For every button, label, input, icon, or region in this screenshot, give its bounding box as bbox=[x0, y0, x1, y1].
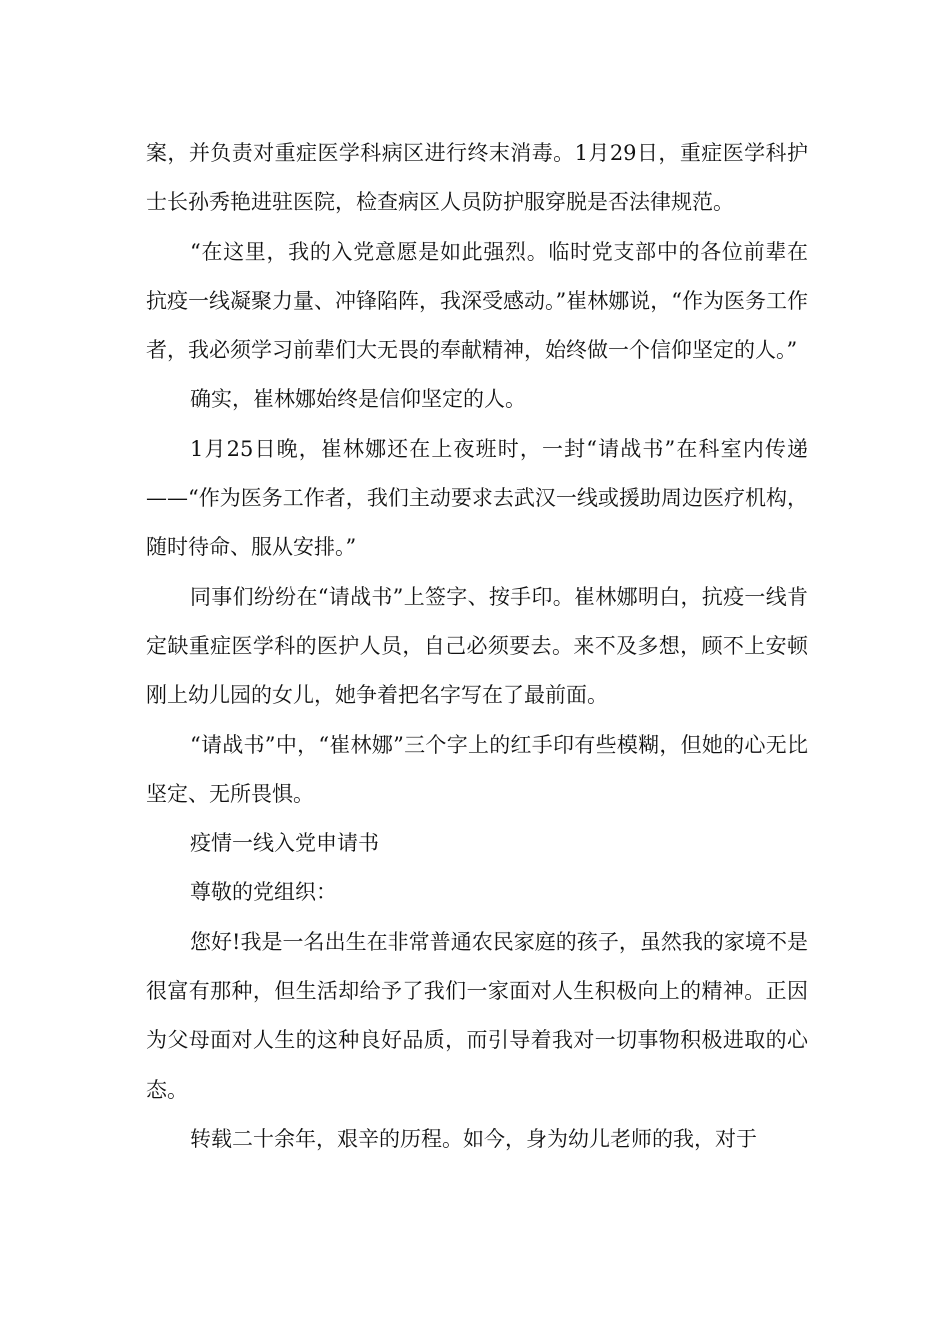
paragraph: 确实，崔林娜始终是信仰坚定的人。 bbox=[190, 387, 526, 412]
document-body bbox=[146, 129, 808, 1164]
paragraph: “请战书”中，“崔林娜”三个字上的红手印有些模糊，但她的心无比坚定、无所畏惧。 bbox=[146, 732, 808, 806]
paragraph: 案，并负责对重症医学科病区进行终末消毒。1月29日，重症医学科护士长孙秀艳进驻医院，检查病区人员防护服穿脱是否法律规范。 bbox=[146, 141, 808, 215]
section-heading: 疫情一线入党申请书 bbox=[190, 831, 379, 856]
paragraph: 1月25日晚，崔林娜还在上夜班时，一封“请战书”在科室内传递——“作为医务工作者，我们主动要求去武汉一线或援助周边医疗机构，随时待命、服从安排。” bbox=[146, 436, 808, 560]
paragraph: 您好!我是一名出生在非常普通农民家庭的孩子，虽然我的家境不是很富有那种，但生活却给予了我们一家面对人生积极向上的精神。正因为父母面对人生的这种良好品质，而引导着我对一切事物积极进取的心态。 bbox=[146, 929, 808, 1102]
salutation: 尊敬的党组织： bbox=[190, 880, 337, 905]
paragraph: 转载二十余年，艰辛的历程。如今，身为幼儿老师的我，对于 bbox=[190, 1126, 757, 1151]
paragraph: 同事们纷纷在“请战书”上签字、按手印。崔林娜明白，抗疫一线肯定缺重症医学科的医护人员，自己必须要去。来不及多想，顾不上安顿刚上幼儿园的女儿，她争着把名字写在了最前面。 bbox=[146, 584, 808, 708]
paragraph: “在这里，我的入党意愿是如此强烈。临时党支部中的各位前辈在抗疫一线凝聚力量、冲锋陷阵，我深受感动。”崔林娜说，“作为医务工作者，我必须学习前辈们大无畏的奉献精神，始终做一个信仰坚定的人。” bbox=[146, 239, 808, 363]
